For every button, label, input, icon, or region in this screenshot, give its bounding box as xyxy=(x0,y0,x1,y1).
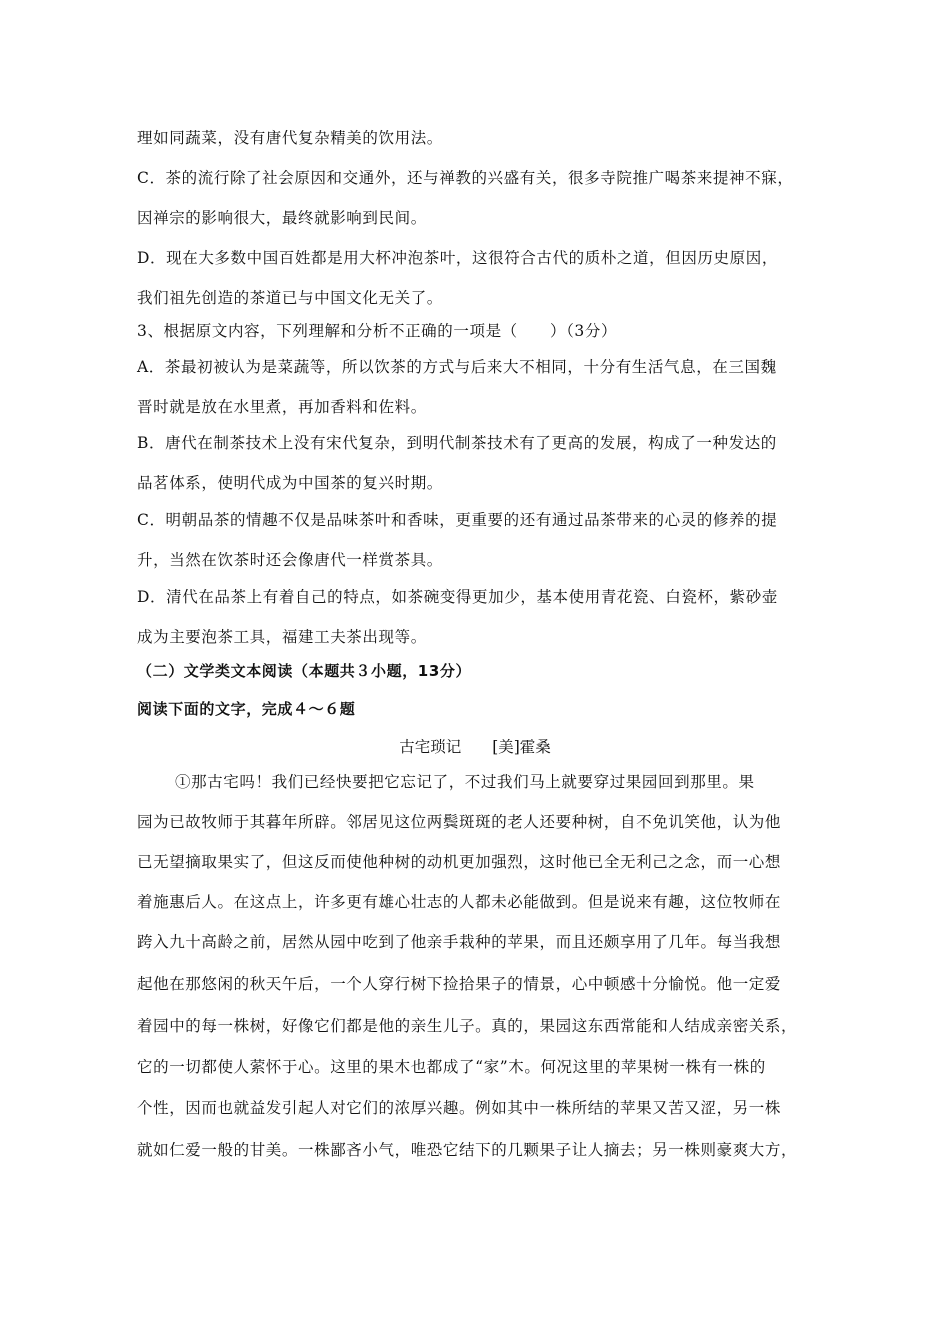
section-heading: （二）文学类文本阅读（本题共３小题，13分） xyxy=(137,662,472,680)
q2-option-c-line1: C．茶的流行除了社会原因和交通外，还与禅教的兴盛有关，很多寺院推广喝茶来提神不寐， xyxy=(137,169,794,187)
article-line: 起他在那悠闲的秋天午后，一个人穿行树下捡拾果子的情景，心中顿感十分愉悦。他一定爱 xyxy=(137,975,782,993)
q2-option-c-line2: 因禅宗的影响很大，最终就影响到民间。 xyxy=(137,209,427,227)
article-line: 园为已故牧师于其暮年所辟。邻居见这位两鬓斑斑的老人还要种树，自不免讥笑他，认为他 xyxy=(137,813,782,831)
q3-option-b-line1: B．唐代在制茶技术上没有宋代复杂，到明代制茶技术有了更高的发展，构成了一种发达的 xyxy=(137,434,777,452)
q2-option-d-line1: D．现在大多数中国百姓都是用大杯冲泡茶叶，这很符合古代的质朴之道，但因历史原因， xyxy=(137,249,778,267)
article-line: ①那古宅吗！我们已经快要把它忘记了，不过我们马上就要穿过果园回到那里。果 xyxy=(175,773,755,791)
q3-option-b-line2: 品茗体系，使明代成为中国茶的复兴时期。 xyxy=(137,474,443,492)
article-line: 跨入九十高龄之前，居然从园中吃到了他亲手栽种的苹果，而且还颇享用了几年。每当我想 xyxy=(137,933,782,951)
article-line: 着园中的每一株树，好像它们都是他的亲生儿子。真的，果园这东西常能和人结成亲密关系， xyxy=(137,1017,798,1035)
q3-option-c-line1: C．明朝品茶的情趣不仅是品味茶叶和香味，更重要的还有通过品茶带来的心灵的修养的提 xyxy=(137,511,778,529)
q3-option-a-line1: A．茶最初被认为是菜蔬等，所以饮茶的方式与后来大不相同，十分有生活气息，在三国魏 xyxy=(137,358,777,376)
q3-option-d-line2: 成为主要泡茶工具，福建工夫茶出现等。 xyxy=(137,628,427,646)
article-line: 它的一切都使人萦怀于心。这里的果木也都成了“家”木。何况这里的苹果树一株有一株的 xyxy=(137,1058,766,1076)
q2-option-b-continuation: 理如同蔬菜，没有唐代复杂精美的饮用法。 xyxy=(137,129,443,147)
article-line: 着施惠后人。在这点上，许多更有雄心壮志的人都未必能做到。但是说来有趣，这位牧师在 xyxy=(137,893,782,911)
q3-option-c-line2: 升，当然在饮茶时还会像唐代一样赏茶具。 xyxy=(137,551,443,569)
article-line: 已无望摘取果实了，但这反而使他种树的动机更加强烈，这时他已全无利己之念，而一心想 xyxy=(137,853,782,871)
article-line: 个性，因而也就益发引起人对它们的浓厚兴趣。例如其中一株所结的苹果又苦又涩，另一株 xyxy=(137,1099,782,1117)
q3-stem: 3、根据原文内容，下列理解和分析不正确的一项是（ ）（3分） xyxy=(137,322,618,340)
article-title: 古宅琐记 [美]霍桑 xyxy=(399,738,551,756)
q3-option-a-line2: 晋时就是放在水里煮，再加香料和佐料。 xyxy=(137,398,427,416)
q2-option-d-line2: 我们祖先创造的茶道已与中国文化无关了。 xyxy=(137,289,443,307)
reading-instruction: 阅读下面的文字，完成４～６题 xyxy=(137,700,356,718)
q3-option-d-line1: D．清代在品茶上有着自己的特点，如茶碗变得更加少，基本使用青花瓷、白瓷杯，紫砂壶 xyxy=(137,588,778,606)
article-line: 就如仁爱一般的甘美。一株鄙吝小气，唯恐它结下的几颗果子让人摘去；另一株则豪爽大方， xyxy=(137,1141,798,1159)
